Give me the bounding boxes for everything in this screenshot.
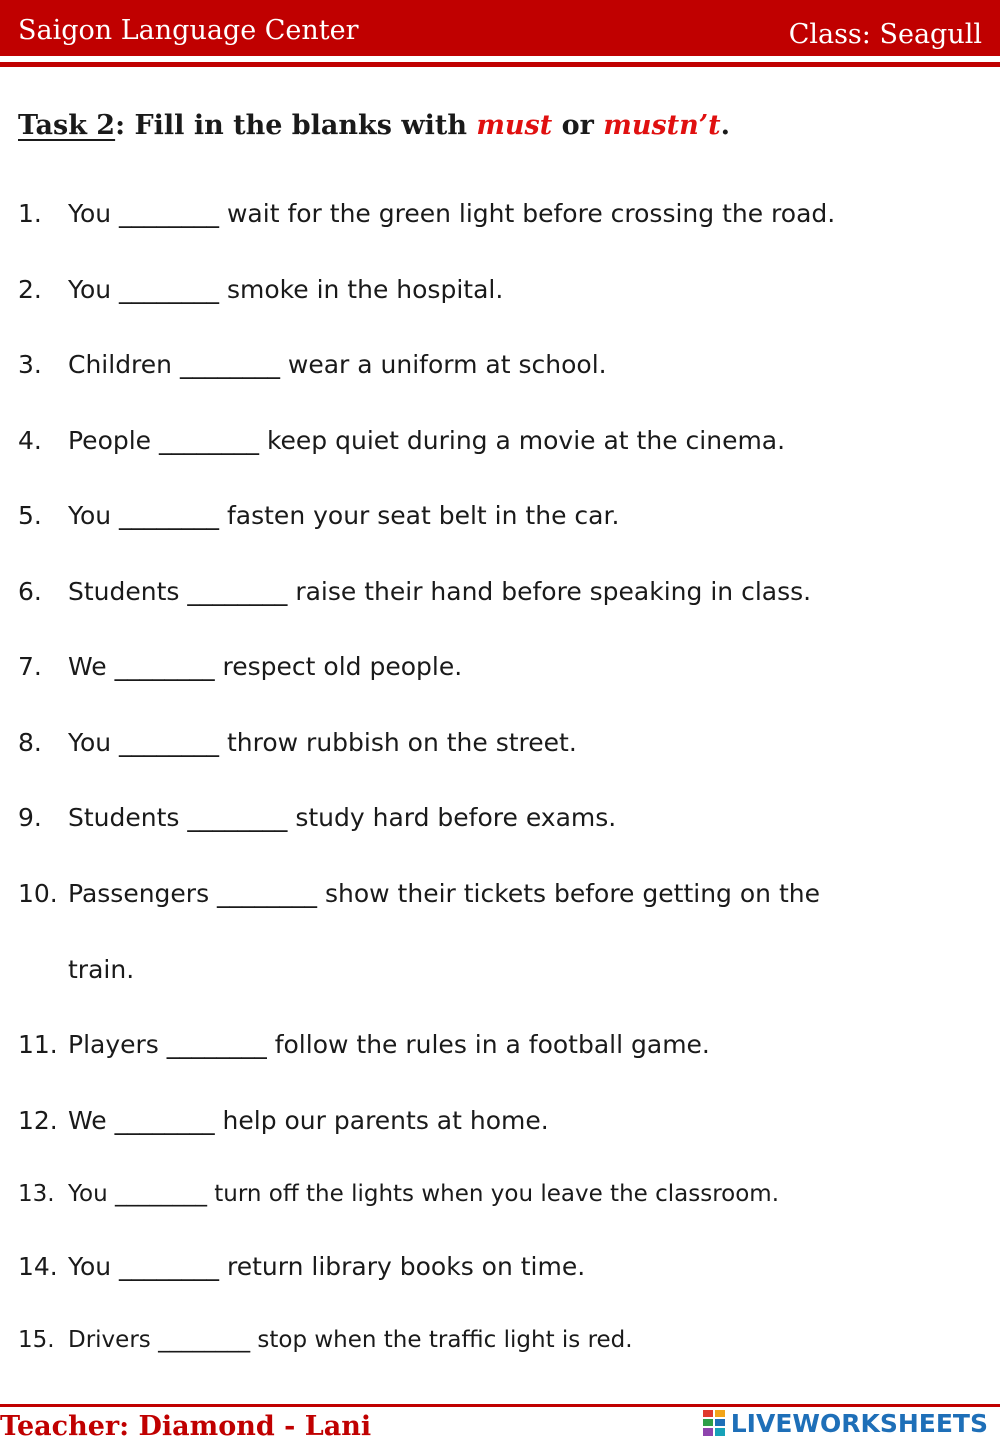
item-text: Students ________ study hard before exams. <box>68 803 617 832</box>
task-instruction: : Fill in the blanks with <box>115 110 477 141</box>
keyword-mustnt: mustn’t <box>603 110 721 141</box>
item-text: Drivers ________ stop when the traffic light is red. <box>68 1327 633 1353</box>
item-text: You ________ fasten your seat belt in the car. <box>68 501 620 530</box>
liveworksheets-icon <box>703 1410 725 1436</box>
item-number: 8. <box>18 728 42 757</box>
item-text: You ________ turn off the lights when you leave the classroom. <box>68 1181 780 1207</box>
item-number: 14. <box>18 1252 58 1281</box>
item-text: Children ________ wear a uniform at school. <box>68 350 607 379</box>
item-text: Students ________ raise their hand before speaking in class. <box>68 577 812 606</box>
item-number: 15. <box>18 1327 55 1353</box>
item-text: Passengers ________ show their tickets before getting on the <box>68 879 820 908</box>
item-text: We ________ respect old people. <box>68 652 463 681</box>
item-number: 3. <box>18 350 42 379</box>
task-label: Task 2 <box>18 110 116 141</box>
liveworksheets-brand: LIVEWORKSHEETS <box>730 1408 988 1438</box>
item-number: 10. <box>18 879 58 908</box>
task-connector: or <box>552 110 604 141</box>
item-number: 12. <box>18 1106 58 1135</box>
item-number: 7. <box>18 652 42 681</box>
liveworksheets-logo[interactable] <box>703 1406 988 1440</box>
item-continuation: train. <box>68 955 135 984</box>
school-name: Saigon Language Center <box>18 15 359 46</box>
item-text: You ________ smoke in the hospital. <box>68 275 504 304</box>
item-text: We ________ help our parents at home. <box>68 1106 549 1135</box>
item-number: 11. <box>18 1030 58 1059</box>
item-number: 6. <box>18 577 42 606</box>
item-text: You ________ return library books on time. <box>68 1252 586 1281</box>
item-number: 9. <box>18 803 42 832</box>
item-text: You ________ throw rubbish on the street. <box>68 728 577 757</box>
item-text: People ________ keep quiet during a movie at the cinema. <box>68 426 786 455</box>
item-number: 4. <box>18 426 42 455</box>
item-text: Players ________ follow the rules in a football game. <box>68 1030 710 1059</box>
item-number: 13. <box>18 1181 55 1207</box>
item-number: 1. <box>18 199 42 228</box>
item-text: You ________ wait for the green light before crossing the road. <box>68 199 836 228</box>
keyword-must: must <box>476 110 553 141</box>
item-number: 5. <box>18 501 42 530</box>
class-label: Class: Seagull <box>788 19 982 50</box>
teacher-credit: Teacher: Diamond - Lani <box>0 1411 372 1442</box>
task-end: . <box>720 110 731 141</box>
item-number: 2. <box>18 275 42 304</box>
